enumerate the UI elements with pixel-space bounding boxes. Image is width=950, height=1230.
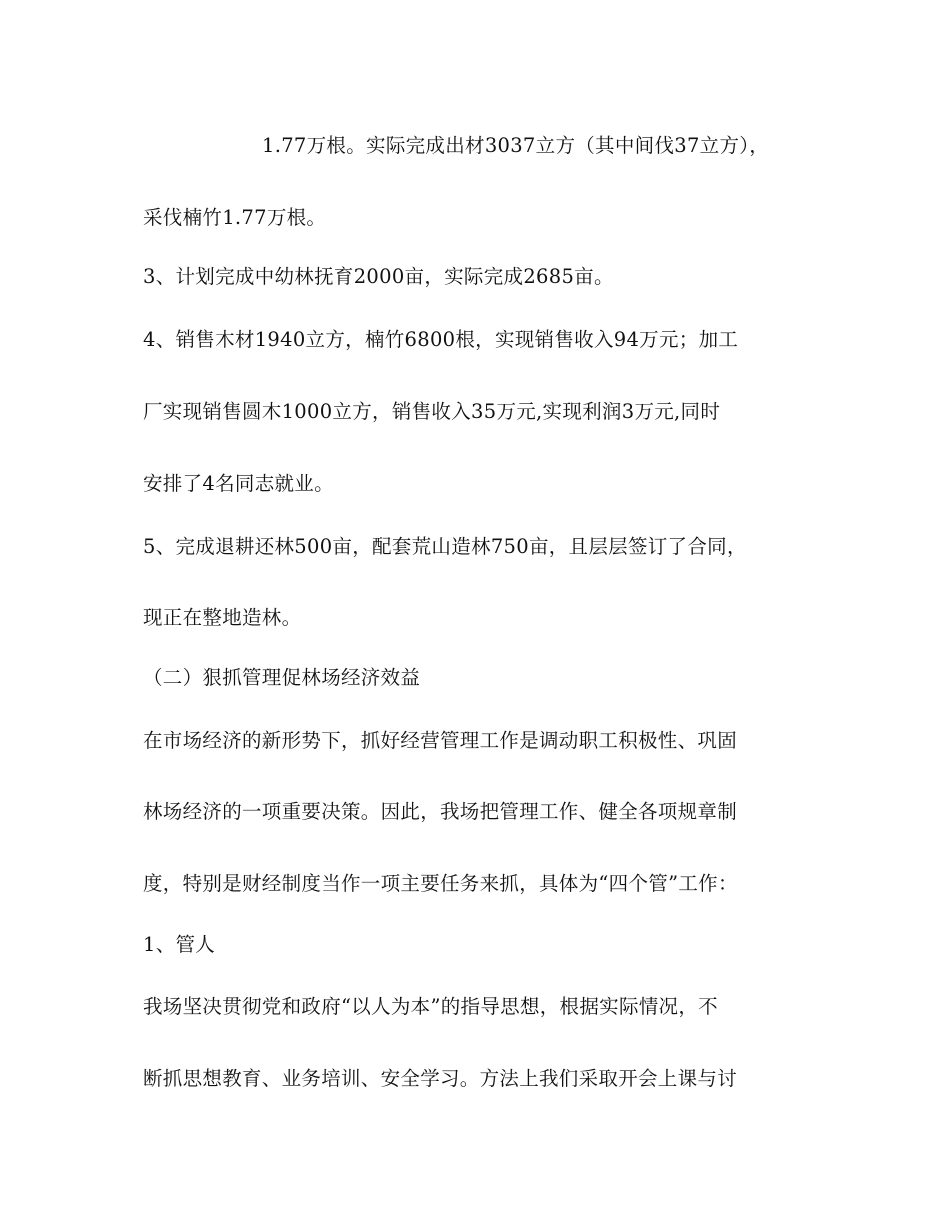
subsection-heading: 1、管人 bbox=[143, 933, 216, 956]
text-line: 4、销售木材1940立方，楠竹6800根，实现销售收入94万元；加工 bbox=[143, 328, 739, 351]
text-line: 林场经济的一项重要决策。因此，我场把管理工作、健全各项规章制 bbox=[143, 800, 738, 823]
text-line: 度，特别是财经制度当作一项主要任务来抓，具体为“四个管”工作： bbox=[143, 872, 738, 895]
text-line: 安排了4名同志就业。 bbox=[143, 472, 334, 495]
text-line: 5、完成退耕还林500亩，配套荒山造林750亩，且层层签订了合同， bbox=[143, 535, 747, 558]
text-line: 断抓思想教育、业务培训、安全学习。方法上我们采取开会上课与讨 bbox=[143, 1067, 738, 1090]
text-line: 厂实现销售圆木1000立方，销售收入35万元,实现利润3万元,同时 bbox=[143, 400, 721, 423]
text-line: 我场坚决贯彻党和政府“以人为本”的指导思想，根据实际情况，不 bbox=[143, 995, 718, 1018]
text-line: 现正在整地造林。 bbox=[143, 606, 302, 629]
text-line: 在市场经济的新形势下，抓好经营管理工作是调动职工积极性、巩固 bbox=[143, 729, 738, 752]
text-line: 3、计划完成中幼林抚育2000亩，实际完成2685亩。 bbox=[143, 265, 614, 288]
section-heading: （二）狠抓管理促林场经济效益 bbox=[143, 666, 421, 689]
text-line: 1.77万根。实际完成出材3037立方（其中间伐37立方）， bbox=[262, 134, 770, 157]
text-line: 采伐楠竹1.77万根。 bbox=[143, 206, 327, 229]
